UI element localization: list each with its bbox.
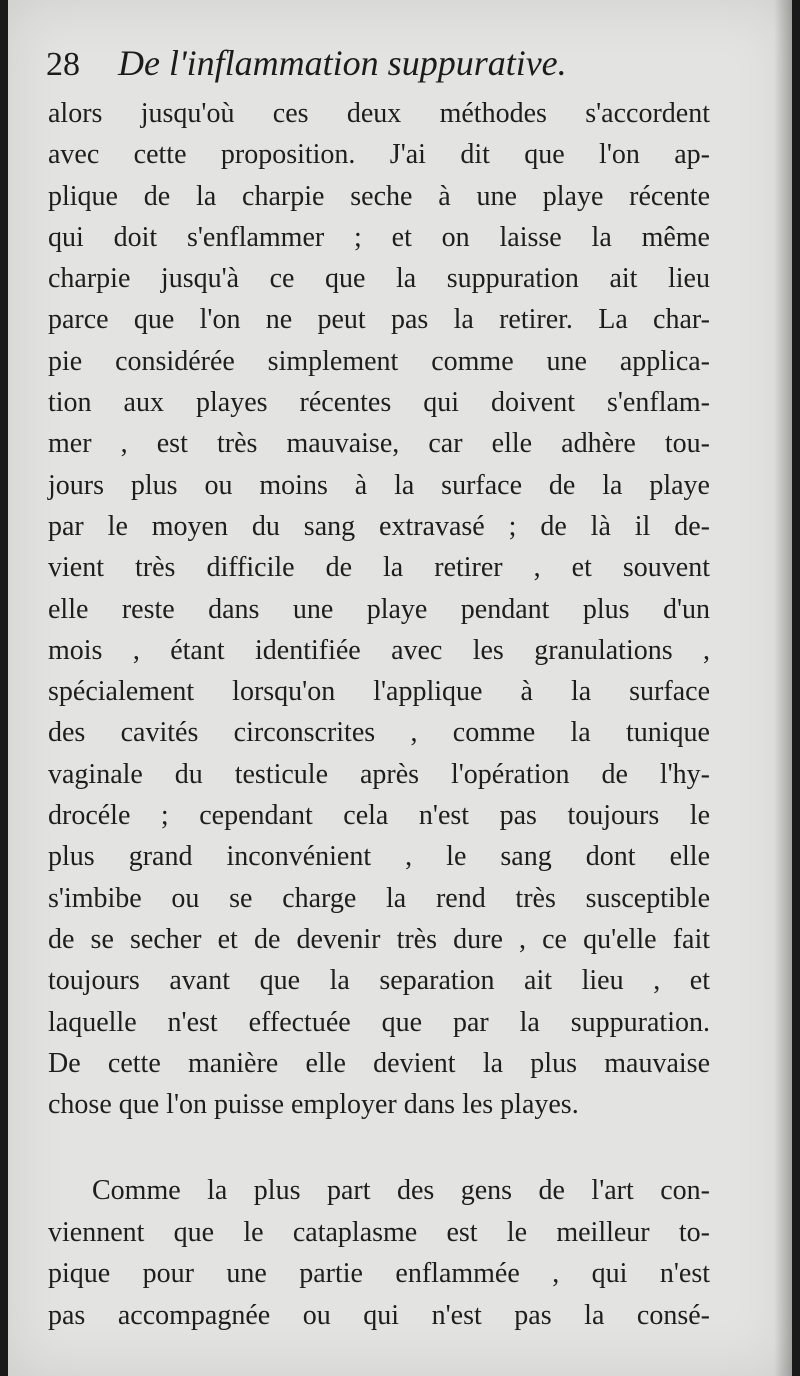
text-line: de se secher et de devenir très dure , ce qu'elle fait: [48, 923, 710, 955]
text-line: vaginale du testicule après l'opération de l'hy-: [48, 758, 710, 790]
running-header: [46, 42, 766, 84]
running-title: De l'inflammation suppurative.: [118, 43, 567, 83]
text-line: Comme la plus part des gens de l'art con-: [92, 1175, 710, 1206]
text-line: qui doit s'enflammer ; et on laisse la même: [48, 221, 710, 253]
text-line: laquelle n'est effectuée que par la suppuration.: [48, 1006, 710, 1038]
paragraph-2: [48, 1170, 710, 1336]
book-page: [8, 0, 792, 1376]
text-line: viennent que le cataplasme est le meilleur to-: [48, 1216, 710, 1248]
text-line: s'imbibe ou se charge la rend très susceptible: [48, 882, 710, 914]
text-line: drocéle ; cependant cela n'est pas toujours le: [48, 800, 710, 832]
text-line: elle reste dans une playe pendant plus d'un: [48, 593, 710, 625]
text-line: alors jusqu'où ces deux méthodes s'accordent: [48, 98, 710, 129]
text-line: plus grand inconvénient , le sang dont elle: [48, 841, 710, 873]
text-line: pique pour une partie enflammée , qui n'est: [48, 1258, 710, 1289]
text-line: mer , est très mauvaise, car elle adhère tou-: [48, 428, 710, 460]
text-line: De cette manière elle devient la plus mauvaise: [48, 1047, 710, 1079]
text-line: toujours avant que la separation ait lieu , et: [48, 965, 710, 997]
text-line: parce que l'on ne peut pas la retirer. La char-: [48, 304, 710, 336]
text-line: tion aux playes récentes qui doivent s'enflam-: [48, 387, 710, 419]
paragraph-1: [48, 93, 710, 1125]
text-line: par le moyen du sang extravasé ; de là il de-: [48, 510, 710, 542]
text-line: des cavités circonscrites , comme la tunique: [48, 717, 710, 749]
text-line: pas accompagnée ou qui n'est pas la consé-: [48, 1299, 710, 1331]
page-number: 28: [46, 46, 80, 83]
page-spine-shadow: [774, 0, 792, 1376]
text-line: chose que l'on puisse employer dans les playes.: [48, 1089, 579, 1121]
text-line: spécialement lorsqu'on l'applique à la surface: [48, 676, 710, 708]
text-line: vient très difficile de la retirer , et souvent: [48, 552, 710, 584]
text-line: mois , étant identifiée avec les granulations ,: [48, 634, 710, 666]
text-line: jours plus ou moins à la surface de la playe: [48, 469, 710, 501]
text-line: charpie jusqu'à ce que la suppuration ait lieu: [48, 263, 710, 295]
text-line: plique de la charpie seche à une playe récente: [48, 180, 710, 212]
text-line: avec cette proposition. J'ai dit que l'on ap-: [48, 139, 710, 171]
text-line: pie considérée simplement comme une applica-: [48, 345, 710, 377]
